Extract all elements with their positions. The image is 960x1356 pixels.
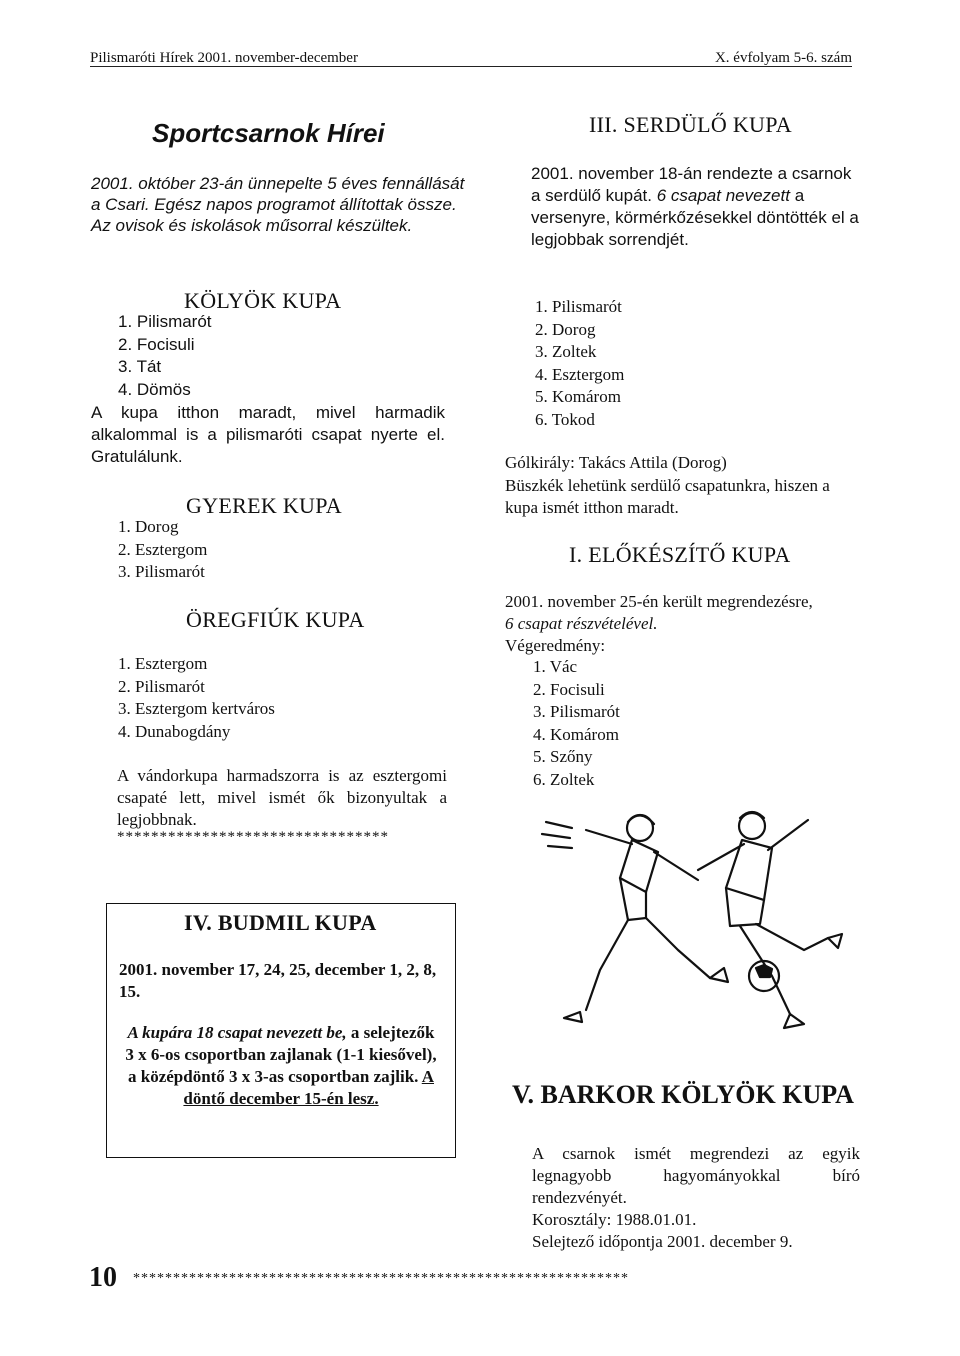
serdulo-text-b: a versenyre, körmérkőzésekkel döntötték el a legjobbak sorrendjét.	[531, 186, 859, 249]
serdulo-text	[531, 163, 861, 251]
header-rule	[90, 66, 852, 67]
list-item: 3. Tát	[118, 357, 162, 376]
list-item: 6. Tokod	[535, 409, 595, 429]
list-item: 2. Focisuli	[118, 334, 195, 354]
kolyok-title: KÖLYÖK KUPA	[184, 288, 342, 313]
list-item: 1. Dorog	[118, 517, 179, 536]
oregfiuk-title: ÖREGFIÚK KUPA	[186, 607, 365, 632]
kolyok-note: A kupa itthon maradt, mivel harmadik alkalommal is a pilismaróti csapat nyerte el. Gratulálunk.	[91, 403, 445, 466]
running-header-left: Pilismaróti Hírek 2001. november-december	[90, 50, 358, 66]
intro-text	[91, 173, 471, 236]
list-item: 2. Pilismarót	[118, 676, 205, 696]
soccer-players-icon	[528, 800, 858, 1060]
serdulo-title: III. SERDÜLŐ KUPA	[589, 112, 792, 137]
budmil-desc	[125, 1022, 437, 1110]
list-item: 2. Dorog	[535, 319, 596, 339]
intro-line: a Csari. Egész napos programot állítottak össze.	[91, 195, 457, 214]
list-item: 2. Focisuli	[533, 679, 605, 699]
serdulo-note: Büszkék lehetünk serdülő csapatunkra, hiszen a kupa ismét itthon maradt.	[505, 476, 830, 517]
budmil-desc-italic: A kupára 18 csapat nevezett be,	[127, 1023, 347, 1042]
list-item: 1. Vác	[533, 657, 578, 676]
budmil-dates: 2001. november 17, 24, 25, december 1, 2, 8, 15.	[119, 960, 437, 1001]
page-number: 10	[89, 1262, 117, 1293]
list-item: 5. Szőny	[533, 747, 593, 766]
list-item: 5. Komárom	[535, 387, 621, 406]
list-item: 1. Esztergom	[118, 654, 208, 673]
footer-stars: **************************************************************	[133, 1271, 629, 1286]
list-item: 4. Esztergom	[535, 364, 625, 384]
budmil-title: IV. BUDMIL KUPA	[184, 910, 377, 935]
budmil-box	[106, 903, 456, 1158]
intro-line: Az ovisok és iskolások műsorral készültek.	[91, 216, 413, 235]
gyerek-title: GYEREK KUPA	[186, 493, 342, 518]
serdulo-text-italic: 6 csapat nevezett	[656, 186, 790, 205]
intro-line: 2001. október 23-án ünnepelte 5 éves fennállását	[91, 174, 465, 193]
elokeszito-line2: 6 csapat részvételével.	[505, 614, 658, 633]
list-item: 4. Dunabogdány	[118, 721, 231, 741]
list-item: 4. Dömös	[118, 379, 191, 399]
elokeszito-line1: 2001. november 25-én került megrendezésre,	[505, 592, 813, 611]
separator-stars: ********************************	[117, 829, 389, 845]
barkor-title: V. BARKOR KÖLYÖK KUPA	[512, 1080, 854, 1109]
kolyok-list	[118, 311, 212, 401]
oregfiuk-list	[118, 653, 275, 743]
serdulo-text-a: 2001. november 18-án rendezte a csarnok a serdülő kupát.	[531, 164, 852, 205]
elokeszito-line3: Végeredmény:	[505, 636, 606, 655]
list-item: 3. Zoltek	[535, 342, 597, 361]
section-title: Sportcsarnok Hírei	[152, 118, 385, 148]
gyerek-list	[118, 516, 207, 584]
barkor-date: Selejtező időpontja 2001. december 9.	[532, 1232, 793, 1251]
barkor-text: A csarnok ismét megrendezi az egyik legnagyobb hagyományokkal bíró rendezvényét.	[532, 1144, 860, 1207]
list-item: 1. Pilismarót	[118, 312, 212, 331]
budmil-final-date: A döntő december 15-én lesz.	[183, 1067, 435, 1108]
golkiraly: Gólkirály: Takács Attila (Dorog)	[505, 453, 727, 472]
list-item: 4. Komárom	[533, 724, 619, 744]
running-header-right: X. évfolyam 5-6. szám	[714, 50, 852, 66]
budmil-desc-rest: a selejtezők 3 x 6-os csoportban zajlanak (1-1 kiesővel), a középdöntő 3 x 3-as csoportban zajlik.	[125, 1023, 437, 1086]
list-item: 1. Pilismarót	[535, 297, 622, 316]
list-item: 3. Pilismarót	[533, 702, 620, 721]
elokeszito-list	[533, 656, 620, 791]
oregfiuk-note: A vándorkupa harmadszorra is az esztergomi csapaté lett, mivel ismét ők bizonyultak a legjobbnak.	[117, 766, 447, 829]
serdulo-list	[535, 296, 624, 431]
list-item: 2. Esztergom	[118, 539, 208, 559]
elokeszito-title: I. ELŐKÉSZÍTŐ KUPA	[569, 542, 791, 567]
barkor-age: Korosztály: 1988.01.01.	[532, 1210, 697, 1229]
list-item: 6. Zoltek	[533, 769, 595, 789]
list-item: 3. Pilismarót	[118, 562, 205, 581]
list-item: 3. Esztergom kertváros	[118, 699, 275, 718]
